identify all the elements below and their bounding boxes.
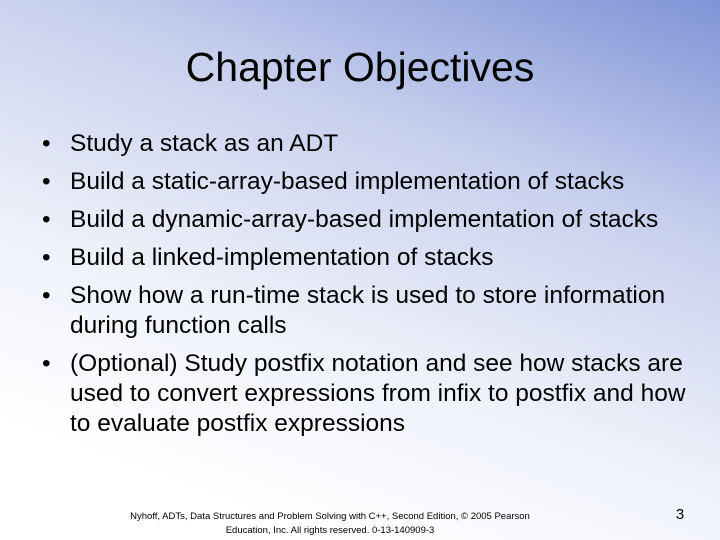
- footer-line: Education, Inc. All rights reserved. 0-13-140909-3: [225, 525, 435, 536]
- bullet-text: Build a dynamic-array-based implementation of stacks: [70, 206, 659, 233]
- list-item: [42, 243, 712, 273]
- bullet-text: Build a linked-implementation of stacks: [70, 244, 494, 271]
- objectives-list: [42, 129, 712, 447]
- list-item: [42, 281, 712, 341]
- bullet-text: Build a static-array-based implementation of stacks: [70, 168, 625, 195]
- bullet-text: (Optional) Study postfix notation and see how stacks are used to convert expressions from infix to postfix and how to evaluate postfix expressions: [70, 350, 686, 437]
- bullet-icon: •: [42, 244, 51, 271]
- list-item: [42, 349, 712, 439]
- list-item: [42, 205, 712, 235]
- copyright-footer: [110, 510, 550, 538]
- bullet-icon: •: [42, 206, 51, 233]
- list-item: [42, 129, 712, 159]
- bullet-icon: •: [42, 130, 51, 157]
- bullet-text: Show how a run-time stack is used to store information during function calls: [70, 282, 666, 339]
- bullet-icon: •: [42, 282, 51, 309]
- page-number: 3: [675, 506, 685, 523]
- bullet-icon: •: [42, 350, 51, 377]
- bullet-text: Study a stack as an ADT: [70, 130, 339, 157]
- list-item: [42, 167, 712, 197]
- slide-title: Chapter Objectives: [185, 44, 535, 90]
- bullet-icon: •: [42, 168, 51, 195]
- footer-line: Nyhoff, ADTs, Data Structures and Problem Solving with C++, Second Edition, © 2005 Pearson: [130, 511, 530, 522]
